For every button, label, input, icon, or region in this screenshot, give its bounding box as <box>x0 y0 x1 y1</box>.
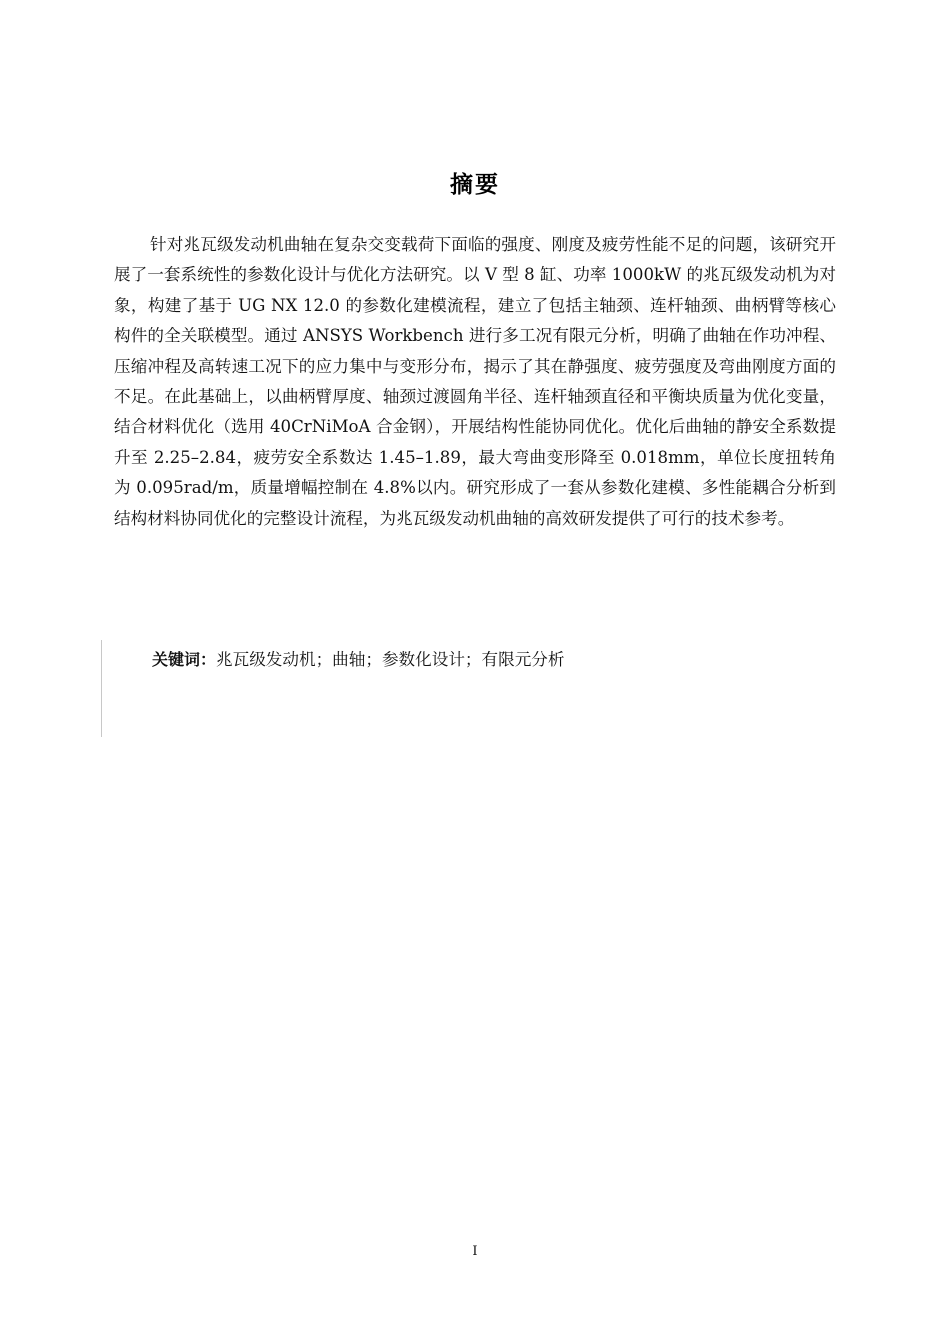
page-number: I <box>472 1244 478 1259</box>
margin-divider <box>101 640 102 737</box>
keywords-line <box>152 647 564 673</box>
abstract-body: 针对兆瓦级发动机曲轴在复杂交变载荷下面临的强度、刚度及疲劳性能不足的问题，该研究开展了一套系统性的参数化设计与优化方法研究。以 V 型 8 缸、功率 1000kW 的兆瓦级发动机为对象，构建了基于 UG NX 12.0 的参数化建模流程，建立了包括主轴颈、连杆轴颈、曲柄臂等核心构件的全关联模型。通过 ANSYS Workbench 进行多工况有限元分析，明确了曲轴在作功冲程、压缩冲程及高转速工况下的应力集中与变形分布，揭示了其在静强度、疲劳强度及弯曲刚度方面的不足。在此基础上，以曲柄臂厚度、轴颈过渡圆角半径、连杆轴颈直径和平衡块质量为优化变量，结合材料优化（选用 40CrNiMoA 合金钢），开展结构性能协同优化。优化后曲轴的静安全系数提升至 2.25–2.84，疲劳安全系数达 1.45–1.89，最大弯曲变形降至 0.018mm，单位长度扭转角为 0.095rad/m，质量增幅控制在 4.8%以内。研究形成了一套从参数化建模、多性能耦合分析到结构材料协同优化的完整设计流程，为兆瓦级发动机曲轴的高效研发提供了可行的技术参考。 <box>114 235 836 528</box>
abstract-title: 摘要 <box>450 172 500 198</box>
keywords-label: 关键词： <box>152 650 217 669</box>
keywords-text: 兆瓦级发动机；曲轴；参数化设计；有限元分析 <box>216 650 565 669</box>
